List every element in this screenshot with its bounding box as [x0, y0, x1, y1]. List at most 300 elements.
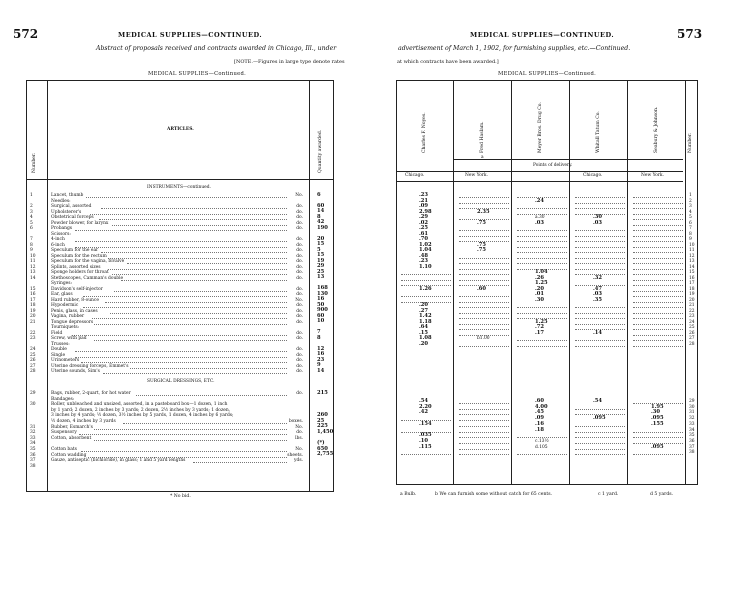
quantity-value: 42	[317, 219, 325, 225]
leader-dots	[92, 318, 287, 319]
bid-price: .154	[419, 420, 432, 427]
leader-dots	[575, 197, 625, 198]
left-note: [NOTE.—Figures in large type denote rates	[234, 59, 345, 65]
row-number: 32	[689, 416, 695, 422]
unit-text: No.	[295, 424, 303, 430]
article-text: ½ dozen, 4 inches by 3 yards	[51, 419, 116, 424]
leader-dots	[108, 269, 287, 270]
leader-dots	[633, 302, 683, 303]
row-number: 32	[30, 430, 36, 436]
quantity-value: 25	[317, 417, 325, 424]
leader-dots	[459, 318, 509, 319]
leader-dots	[633, 258, 683, 259]
bid-price: 1.25	[535, 318, 548, 325]
row-number: 17	[689, 281, 695, 286]
article-text: Cotton, absorbent	[51, 435, 92, 441]
quantity-value: 8	[317, 213, 321, 220]
leader-dots	[575, 437, 625, 438]
leader-dots	[633, 432, 683, 433]
leader-dots	[112, 274, 287, 275]
col-number-header: Number.	[32, 152, 37, 173]
bid-price: .27	[419, 307, 429, 314]
quantity-value: 16	[317, 351, 325, 357]
unit-text: do.	[296, 204, 303, 209]
right-col-number-header: Number.	[688, 132, 693, 153]
leader-dots	[575, 252, 625, 253]
unit-text: do.	[296, 363, 303, 369]
leader-dots	[575, 203, 625, 204]
bid-price: .30	[651, 409, 661, 416]
unit-text: No.	[295, 447, 303, 452]
quantity-value: 130	[317, 290, 328, 297]
right-note: at which contracts have been awarded.]	[397, 59, 499, 65]
unit-text: do.	[296, 209, 303, 215]
leader-dots	[575, 269, 625, 270]
quantity-value: 1,450	[317, 428, 334, 435]
article-text: Tongue depressors	[51, 319, 94, 325]
leader-dots	[633, 313, 683, 314]
row-number: 10	[30, 253, 36, 259]
row-number: 19	[30, 308, 36, 314]
quantity-value: 260	[317, 411, 328, 418]
article-text: Speculum for the rectum	[51, 253, 107, 259]
article-text: Speculum for the ear	[51, 248, 99, 253]
row-number: 7	[689, 226, 692, 231]
leader-dots	[127, 263, 287, 264]
leader-dots	[459, 426, 509, 427]
leader-dots	[633, 318, 683, 319]
leader-dots	[517, 313, 567, 314]
row-number: 37	[689, 444, 695, 450]
unit-text: No.	[295, 193, 303, 198]
row-number: 28	[30, 369, 36, 374]
bid-price: .095	[651, 415, 664, 422]
leader-dots	[114, 291, 287, 292]
leader-dots	[459, 329, 509, 330]
right-footnote-c: c 1 yard.	[598, 492, 619, 497]
unit-text: do.	[296, 253, 303, 259]
row-number: 14	[30, 275, 36, 281]
quantity-value: 20	[317, 235, 325, 242]
article-text: 3 inches by 4 yards; ½ dozen, 3½ inches by 5 yards, 1 dozen, 4 inches by 6 yards;	[51, 413, 234, 419]
leader-dots	[459, 324, 509, 325]
bid-price: .48	[419, 252, 429, 259]
unit-text: yds.	[294, 458, 303, 464]
row-number: 24	[689, 319, 695, 325]
leader-dots	[101, 252, 287, 253]
leader-dots	[79, 434, 287, 435]
row-number: 31	[689, 410, 695, 416]
leader-dots	[517, 346, 567, 347]
article-text: Surgical, assorted	[51, 204, 92, 209]
unit-text: boxes.	[288, 419, 303, 424]
row-number: 16	[689, 275, 695, 281]
leader-dots	[459, 420, 509, 421]
row-number: 23	[30, 336, 36, 341]
bid-price: .20	[419, 340, 429, 347]
bid-price: .54	[419, 398, 429, 404]
row-number: 31	[30, 424, 36, 430]
article-text: Obstetrical forceps	[51, 215, 94, 220]
bid-price: .54	[593, 398, 603, 404]
leader-dots	[633, 214, 683, 215]
quantity-value: 50	[317, 301, 325, 308]
row-number: 5	[30, 220, 33, 226]
leader-dots	[459, 197, 509, 198]
unit-text: do.	[296, 308, 303, 314]
leader-dots	[575, 340, 625, 341]
leader-dots	[633, 241, 683, 242]
leader-dots	[94, 324, 287, 325]
unit-text: do.	[296, 286, 303, 292]
bid-price: c.13½	[535, 438, 549, 444]
row-number: 36	[30, 452, 36, 458]
row-number: 15	[689, 270, 695, 275]
leader-dots	[575, 236, 625, 237]
quantity-value: 168	[317, 285, 328, 291]
unit-text: do.	[296, 220, 303, 226]
bid-price: .70	[419, 236, 429, 242]
right-footnote-d: d 5 yards.	[650, 492, 674, 497]
row-number: 19	[689, 292, 695, 297]
leader-dots	[517, 252, 567, 253]
bid-price: .32	[593, 274, 603, 281]
quantity-value: 9	[317, 362, 321, 368]
city-chicago-1: Chicago.	[405, 173, 425, 178]
leader-dots	[110, 313, 287, 314]
leader-dots	[75, 247, 287, 248]
leader-dots	[459, 302, 509, 303]
right-subhead: MEDICAL SUPPLIES—Continued.	[498, 71, 597, 77]
article-text: Screw, with pad	[51, 336, 87, 341]
row-number: 12	[30, 264, 36, 270]
left-running-head: MEDICAL SUPPLIES—CONTINUED.	[118, 31, 263, 39]
row-number: 22	[30, 330, 36, 336]
leader-dots	[575, 449, 625, 450]
bid-price: .75	[477, 219, 487, 226]
leader-dots	[575, 258, 625, 259]
leader-dots	[517, 247, 567, 248]
bidder-name: Charles F. Noyes.	[422, 112, 427, 153]
row-number: 2	[689, 198, 692, 204]
leader-dots	[633, 280, 683, 281]
article-text: Bandages:	[51, 396, 75, 402]
city-new-york-2: New York.	[641, 173, 664, 178]
bid-price: .20	[419, 302, 429, 308]
article-text: 4-inch	[51, 237, 65, 242]
bid-price: .21	[419, 197, 429, 204]
left-subhead: MEDICAL SUPPLIES—Continued.	[148, 71, 247, 77]
article-text: Splints, assorted sizes	[51, 264, 101, 270]
article-text: Upholsterer's	[51, 209, 82, 215]
leader-dots	[633, 208, 683, 209]
leader-dots	[112, 225, 287, 226]
bid-price: .30	[535, 296, 545, 303]
bid-price: 1.25	[535, 280, 548, 286]
article-text: Stethoscopes, Camman's double	[51, 275, 124, 281]
bid-price: .45	[535, 409, 545, 416]
quantity-value: 900	[317, 307, 328, 313]
bidder-name: Whitall Tatum Co.	[596, 111, 601, 153]
article-text: Scissors:	[51, 231, 71, 237]
col-articles-header: ARTICLES.	[167, 127, 194, 132]
leader-dots	[459, 346, 509, 347]
leader-dots	[459, 409, 509, 410]
col-quantity-header: Quantity awarded.	[318, 129, 323, 173]
leader-dots	[633, 219, 683, 220]
leader-dots	[83, 296, 287, 297]
leader-dots	[633, 335, 683, 336]
article-text: Cotton bats	[51, 447, 77, 452]
right-title-line: advertisement of March 1, 1902, for furnishing supplies, etc.—Continued.	[398, 45, 631, 52]
leader-dots	[517, 241, 567, 242]
article-text: Hypodermic	[51, 303, 79, 308]
unit-text: do.	[296, 264, 303, 270]
quantity-value: 2,755	[317, 451, 334, 458]
unit-text: do.	[296, 319, 303, 325]
bid-price: .01	[535, 291, 545, 297]
row-number: 8	[30, 242, 33, 248]
row-number: 28	[689, 341, 695, 347]
quantity-value: 15	[317, 252, 325, 258]
article-text: Tourniquets:	[51, 325, 80, 330]
right-table	[396, 80, 698, 485]
leader-dots	[517, 230, 567, 231]
leader-dots	[459, 280, 509, 281]
quantity-value: 13	[317, 274, 325, 280]
left-page-number: 572	[13, 27, 39, 41]
unit-text: do.	[296, 237, 303, 242]
article-text: Suspensory	[51, 430, 77, 436]
leader-dots	[575, 247, 625, 248]
unit-text: do.	[296, 369, 303, 374]
row-number: 37	[30, 458, 36, 464]
leader-dots	[633, 263, 683, 264]
unit-text: do.	[296, 336, 303, 341]
bid-price: .10	[419, 437, 429, 444]
bid-price: b1.00	[477, 336, 490, 341]
quantity-value: 14	[317, 367, 325, 374]
row-number: 38	[30, 463, 36, 469]
bid-price: 1.42	[419, 313, 432, 319]
row-number: 9	[689, 237, 692, 242]
article-text: Ear, glass	[51, 292, 73, 297]
bid-price: .03	[593, 291, 603, 297]
leader-dots	[575, 241, 625, 242]
article-text: Needles:	[51, 198, 71, 204]
article-text: Davidson's self-injector	[51, 286, 103, 292]
quantity-value: 8	[317, 334, 321, 341]
leader-dots	[633, 437, 683, 438]
leader-dots	[575, 318, 625, 319]
row-number: 26	[689, 330, 695, 336]
bid-price: .47	[593, 285, 603, 292]
bid-price: .61	[419, 230, 429, 237]
bid-price: .35	[593, 296, 603, 303]
leader-dots	[136, 395, 287, 396]
article-text: Probangs	[51, 226, 73, 231]
unit-text: do.	[296, 215, 303, 220]
leader-dots	[401, 296, 451, 297]
row-number: 14	[689, 264, 695, 270]
leader-dots	[75, 351, 287, 352]
leader-dots	[459, 269, 509, 270]
right-footnote-b: b We can furnish some without catch for 65 cents.	[435, 492, 553, 497]
article-text: Field	[51, 330, 63, 336]
leader-dots	[575, 454, 625, 455]
leader-dots	[94, 429, 287, 430]
row-number: 7	[30, 237, 33, 242]
quantity-value: 23	[317, 356, 325, 363]
leader-dots	[459, 449, 509, 450]
leader-dots	[517, 208, 567, 209]
unit-text: do.	[296, 314, 303, 319]
leader-dots	[517, 454, 567, 455]
bid-price: 1.08	[419, 335, 432, 341]
leader-dots	[75, 241, 287, 242]
bid-price: 1.04	[419, 247, 432, 253]
leader-dots	[575, 230, 625, 231]
quantity-value: 7	[317, 329, 321, 335]
leader-dots	[123, 423, 287, 424]
leader-dots	[633, 274, 683, 275]
bidder-name: Meyer Bros. Drug Co.	[538, 102, 543, 153]
leader-dots	[72, 335, 287, 336]
leader-dots	[633, 340, 683, 341]
city-new-york-1: New York.	[465, 173, 488, 178]
unit-text: do.	[296, 391, 303, 396]
unit-text: do.	[296, 259, 303, 264]
leader-dots	[633, 252, 683, 253]
row-number: 6	[30, 226, 33, 231]
row-number: 16	[30, 292, 36, 297]
leader-dots	[401, 274, 451, 275]
bid-price: 1.18	[419, 318, 432, 325]
unit-text: do.	[296, 330, 303, 336]
unit-text: do.	[296, 352, 303, 358]
leader-dots	[575, 324, 625, 325]
bid-price: .17	[535, 329, 545, 336]
quantity-value: 29	[317, 263, 325, 269]
leader-dots	[575, 313, 625, 314]
unit-text: do.	[296, 303, 303, 308]
bid-price: 1.04	[535, 269, 548, 275]
leader-dots	[75, 357, 287, 358]
row-number: 21	[30, 319, 36, 325]
unit-text: do.	[296, 248, 303, 253]
row-number: 25	[30, 352, 36, 358]
bid-price: 1.26	[419, 285, 432, 292]
leader-dots	[575, 432, 625, 433]
leader-dots	[459, 296, 509, 297]
bid-price: 1.95	[651, 403, 664, 410]
right-running-head: MEDICAL SUPPLIES—CONTINUED.	[470, 31, 615, 39]
bid-price: .18	[535, 426, 545, 433]
bid-price: 1.02	[419, 241, 432, 248]
bid-price: .095	[593, 415, 606, 422]
quantity-value: 25	[317, 268, 325, 275]
row-number: 5	[689, 215, 692, 220]
leader-dots	[575, 263, 625, 264]
row-number: 21	[689, 303, 695, 308]
article-text: Rubber, Esmarch's	[51, 424, 93, 430]
leader-dots	[459, 258, 509, 259]
left-title-line: Abstract of proposals received and contracts awarded in Chicago, Ill., under	[96, 45, 337, 52]
bid-price: .03	[593, 219, 603, 226]
row-number: 8	[689, 231, 692, 237]
bid-price: 2.20	[419, 403, 432, 410]
leader-dots	[575, 426, 625, 427]
leader-dots	[633, 296, 683, 297]
bid-price: .23	[419, 258, 429, 264]
leader-dots	[108, 258, 287, 259]
leader-dots	[633, 324, 683, 325]
article-text: Double	[51, 347, 67, 352]
unit-text: do.	[296, 430, 303, 436]
row-number: 10	[689, 242, 695, 248]
bidder-name: Fred Haslam.	[480, 121, 485, 153]
row-number: 30	[689, 404, 695, 410]
leader-dots	[633, 285, 683, 286]
leader-dots	[633, 346, 683, 347]
bid-price: .03	[535, 219, 545, 226]
bid-price: .75	[477, 247, 487, 253]
leader-dots	[575, 409, 625, 410]
row-number: 18	[689, 286, 695, 292]
left-table	[26, 80, 334, 492]
article-text: Bags, rubber, 2-quart, for hot water	[51, 391, 131, 396]
row-number: 3	[30, 209, 33, 215]
leader-dots	[517, 236, 567, 237]
quantity-value: 215	[317, 389, 328, 396]
leader-dots	[94, 340, 287, 341]
row-number: 30	[30, 402, 36, 408]
row-number: 11	[30, 259, 36, 264]
row-number: 20	[30, 314, 36, 319]
unit-text: sheets.	[287, 452, 303, 458]
leader-dots	[575, 443, 625, 444]
quantity-value: 12	[317, 345, 325, 352]
leader-dots	[633, 247, 683, 248]
bid-price: .09	[535, 415, 545, 422]
row-number: 1	[30, 193, 33, 198]
bid-price: d.105	[535, 444, 548, 450]
article-text: Lancet, thumb	[51, 193, 84, 198]
row-number: 1	[689, 193, 692, 198]
row-number: 3	[689, 204, 692, 209]
article-text: Uterine sounds, Sim's	[51, 369, 100, 374]
leader-dots	[81, 451, 287, 452]
bid-price: .25	[419, 225, 429, 231]
bid-price: .24	[535, 197, 545, 204]
leader-dots	[401, 454, 451, 455]
leader-dots	[459, 313, 509, 314]
quantity-value: 14	[317, 208, 325, 214]
row-number: 13	[689, 259, 695, 264]
article-text: Vagina, rubber	[51, 314, 85, 319]
row-number: 33	[689, 421, 695, 427]
leader-dots	[459, 414, 509, 415]
bid-price: .75	[477, 241, 487, 248]
leader-dots	[633, 197, 683, 198]
leader-dots	[90, 214, 287, 215]
leader-dots	[401, 280, 451, 281]
quantity-value: 60	[317, 202, 325, 209]
leader-dots	[575, 307, 625, 308]
unit-text: lbs.	[295, 435, 303, 441]
article-text: Uterine dressing forceps, Emmet's	[51, 363, 129, 369]
leader-dots	[633, 329, 683, 330]
